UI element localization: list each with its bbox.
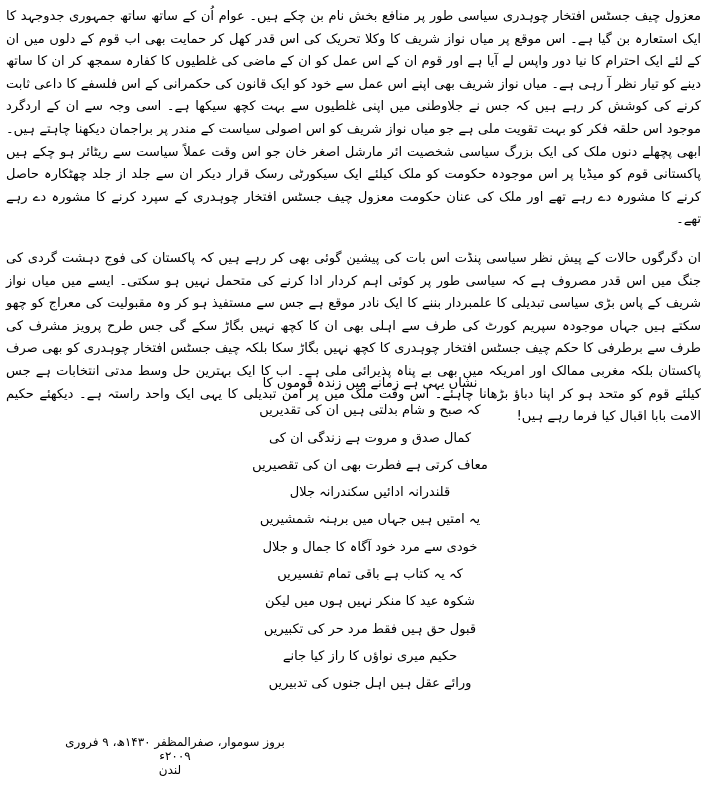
poem-line: کہ یہ کتاب ہے باقی تمام تفسیریں	[277, 567, 463, 583]
poem-line: قلندرانہ ادائیں سکندرانہ جلال	[289, 485, 451, 501]
poem-line: کہ صبح و شام بدلتی ہیں ان کی تقدیریں	[259, 403, 481, 419]
poem	[250, 370, 490, 698]
dateline: بروز سوموار، صفرالمظفر ۱۴۳۰ھ، ۹ فروری ۲۰۰۹ء	[65, 735, 285, 763]
paragraph-2: ان دگرگوں حالات کے پیش نظر سیاسی پنڈت اس بات کی پیشین گوئی بھی کر رہے ہیں کہ پاکستان کی فوج دہشت گردی کی جنگ میں اس قدر مصروف ہے کہ سیاسی طور پر کوئی اہم کردار ادا کرنے کی متحمل نہیں ہو سکتی۔ ایسے میں میاں نواز شریف کے پاس بڑی سیاسی تبدیلی کا علمبردار بننے کا ایک نادر موقع ہے جس سے مستفیذ ہو کر وہ مقبولیت کی معراج کو چھو سکتے ہیں جہاں موجودہ سپریم کورٹ کی طرف سے اہلی بھی ان کا کچھ نہیں بگاڑ سکے گی جس طرح پرویز مشرف کی طرف سے برطرفی کا حکم چیف جسٹس افتخار چوہدری کا کچھ نہیں بگاڑ سکا بلکہ چیف جسٹس افتخار چوہدری کو بھی صرف پاکستان بلکہ مغربی ممالک اور امریکہ میں بھی بے پناہ پذیرائی ملی ہے۔ اب کا ایک بہترین حل وسط مدتی انتخابات ہے جس کیلئے قوم کو متحد ہو کر اپنا دباؤ بڑھانا چاہئے۔ اس وقت ملک میں پر امن تبدیلی کا یہی ایک واحد راستہ ہے۔ دیکھئے حکیم الامت بابا اقبال کیا فرما رہے ہیں!	[6, 251, 701, 425]
poem-line: حکیم میری نواؤں کا راز کیا جانے	[282, 648, 458, 664]
poem-line: کمال صدق و مروت ہے زندگی ان کی	[268, 430, 472, 446]
poem-line: معاف کرتی ہے فطرت بھی ان کی تقصیریں	[252, 457, 488, 473]
poem-line: شکوہ عید کا منکر نہیں ہوں میں لیکن	[265, 594, 475, 610]
poem-line: یہ امتیں ہیں جہاں میں برہنہ شمشیریں	[259, 512, 481, 528]
paragraph-1: معزول چیف جسٹس افتخار چوہدری سیاسی طور پر منافع بخش نام بن چکے ہیں۔ عوام اُن کے ساتھ ساتھ جمہوری جدوجہد کا ایک استعارہ بن گیا ہے۔ اس موقع پر میاں نواز شریف کا وکلا تحریک کی اس قدر کھل کر حمایت بھی اب قوم کے دلوں میں ان کے لئے ایک احترام کا نیا دور واپس لے آیا ہے اور قوم ان کے اس عمل کو ان کے ماضی کی غلطیوں کا کفارہ سمجھ کر ان کا ساتھ دینے کو تیار نظر آ رہی ہے۔ میاں نواز شریف بھی اپنے اس عمل سے خود کو ایک قانون کی حکمرانی کے اس فلسفے کا داعی ثابت کرنے کی کوشش کر رہے ہیں کہ جس نے جلاوطنی میں اپنی غلطیوں سے بہت کچھ سیکھا ہے۔ اسی وجہ سے ان کے اردگرد موجود اس حلقہ فکر کو بہت تقویت ملی ہے جو میاں نواز شریف کو اس اصولی سیاست کے مندر پر براجمان دیکھنا چاہتے ہیں۔ ابھی پچھلے دنوں ملک کی ایک بزرگ سیاسی شخصیت ائر مارشل اصغر خان جو اس وقت عملاً سیاست سے ریٹائر ہو چکے ہیں پاکستانی قوم کو میڈیا پر اس موجودہ حکومت کو ملک کیلئے ایک سیکورٹی رسک قرار دیکر ان سے جلد از جلد چھٹکارہ حاصل کرنے کا مشورہ دے رہے تھے اور ملک کی عنان حکومت معزول چیف جسٹس افتخار چوہدری کے سپرد کرنے کا مشورہ دے رہے تھے۔	[6, 9, 701, 228]
poem-line: ورائے عقل ہیں اہل جنوں کی تدبیریں	[268, 676, 472, 692]
place-name: لندن	[158, 763, 182, 777]
poem-line: قبول حق ہیں فقط مرد حر کی تکبیریں	[263, 621, 477, 637]
poem-line: خودی سے مرد خود آگاہ کا جمال و جلال	[262, 539, 478, 555]
poem-line: نشاں یہی ہے زمانے میں زندہ قوموں کا	[262, 376, 478, 391]
